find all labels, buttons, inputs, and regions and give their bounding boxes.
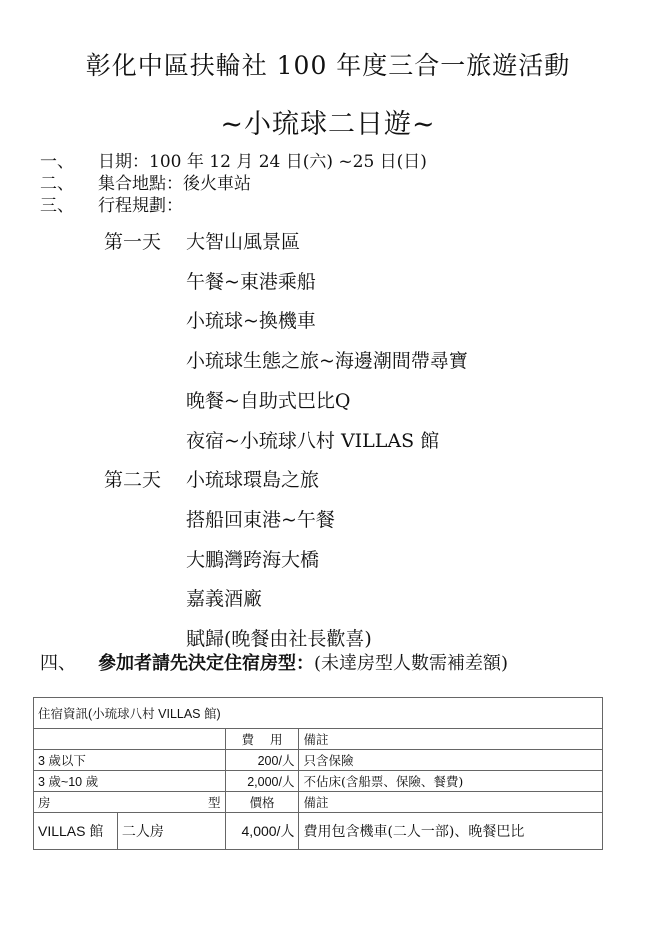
table-row [34, 771, 603, 792]
price-cell: 200/人 [225, 750, 299, 771]
room-choice-note: (未達房型人數需補差額) [314, 653, 509, 674]
day1-activity: 午餐~東港乘船 [186, 271, 316, 293]
table-header-row [34, 729, 603, 750]
room-header-row [34, 792, 603, 813]
day2-label: 第二天 [104, 469, 162, 491]
note-cell: 不佔床(含船票、保險、餐費) [299, 771, 603, 792]
room-price-cell: 4,000/人 [225, 813, 299, 850]
section-label: 行程規劃： [98, 196, 183, 216]
section-meeting-place [40, 174, 251, 194]
day1-activity: 夜宿~小琉球八村 VILLAS 館 [186, 430, 440, 452]
table-caption-row [34, 698, 603, 729]
day1-label: 第一天 [104, 231, 162, 253]
room-choice-instruction: 參加者請先決定住宿房型： [98, 653, 314, 674]
price-header: 價格 [225, 792, 299, 813]
fee-header-char: 用 [269, 732, 283, 747]
room-row [34, 813, 603, 850]
section-label: 集合地點：後火車站 [98, 174, 251, 194]
note-header: 備註 [299, 729, 603, 750]
day1-activity: 大智山風景區 [186, 231, 301, 253]
day2-activity: 嘉義酒廠 [186, 588, 263, 610]
section-number: 三、 [40, 196, 74, 216]
section-date [40, 152, 427, 172]
room-header-char: 房 [38, 795, 51, 810]
section-number: 四、 [40, 653, 76, 674]
document-subtitle: ~小琉球二日遊~ [220, 109, 436, 140]
day1-activity: 晚餐~自助式巴比Q [186, 390, 351, 412]
day2-activity: 搭船回東港~午餐 [186, 509, 335, 531]
room-type-header [34, 792, 226, 813]
day2-activity: 小琉球環島之旅 [186, 469, 320, 491]
day2-activity: 大鵬灣跨海大橋 [186, 549, 320, 571]
section-room-choice [40, 654, 508, 674]
note-cell: 只含保險 [299, 750, 603, 771]
day2-activity: 賦歸(晚餐由社長歡喜) [186, 628, 372, 650]
section-number: 二、 [40, 174, 74, 194]
age-cell: 3 歲以下 [34, 750, 226, 771]
section-itinerary [40, 196, 183, 216]
fee-header-char: 費 [241, 732, 255, 747]
room-header-char: 型 [208, 795, 221, 810]
price-cell: 2,000/人 [225, 771, 299, 792]
age-cell: 3 歲~10 歲 [34, 771, 226, 792]
room-note-cell: 費用包含機車(二人一部)、晚餐巴比 [299, 813, 603, 850]
day1-activity: 小琉球生態之旅~海邊潮間帶尋寶 [186, 350, 468, 372]
day1-activity: 小琉球~換機車 [186, 310, 316, 332]
room-type-cell: 二人房 [117, 813, 225, 850]
accommodation-table [33, 697, 603, 850]
note-header: 備註 [299, 792, 603, 813]
fee-header [225, 729, 299, 750]
hotel-cell: VILLAS 館 [34, 813, 118, 850]
section-number: 一、 [40, 152, 74, 172]
document-title: 彰化中區扶輪社 100 年度三合一旅遊活動 [85, 51, 571, 80]
section-label: 日期：100 年 12 月 24 日(六) ~25 日(日) [98, 152, 427, 172]
table-empty-cell [34, 729, 226, 750]
table-caption: 住宿資訊(小琉球八村 VILLAS 館) [34, 698, 603, 729]
table-row [34, 750, 603, 771]
